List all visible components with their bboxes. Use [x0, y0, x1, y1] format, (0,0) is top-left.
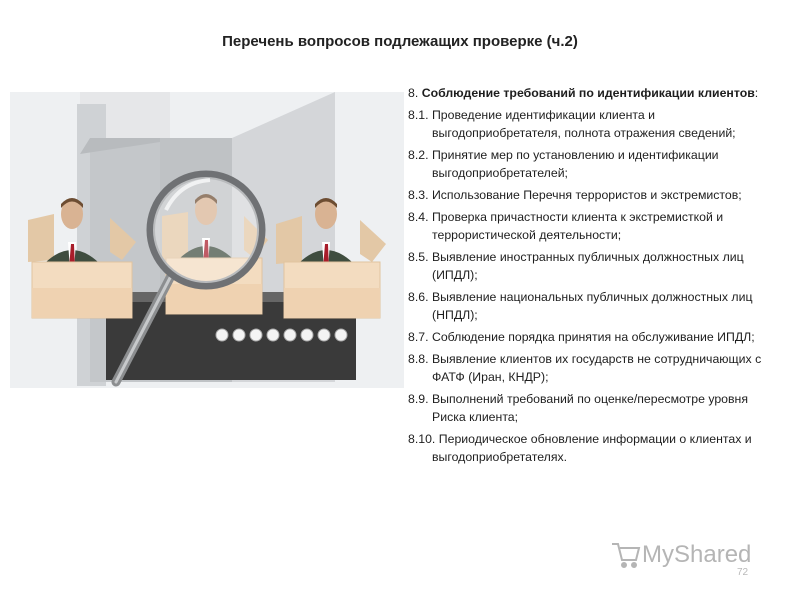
- item-number: 8.7.: [408, 330, 429, 344]
- list-item: [408, 146, 780, 182]
- list-item: [408, 186, 780, 204]
- list-item: [408, 350, 780, 386]
- cart-icon: [612, 544, 639, 567]
- list-item: [408, 288, 780, 324]
- item-text: Периодическое обновление информации о клиентах и выгодоприобретателях.: [432, 432, 752, 464]
- item-text: Соблюдение порядка принятия на обслуживание ИПДЛ;: [431, 330, 755, 344]
- item-text: Выявление иностранных публичных должностных лиц (ИПДЛ);: [431, 250, 744, 282]
- item-text: Выполнений требований по оценке/пересмотре уровня Риска клиента;: [431, 392, 748, 424]
- illustration: [10, 92, 404, 388]
- slide-title: Перечень вопросов подлежащих проверке (ч.2): [222, 33, 578, 50]
- list-item: [408, 328, 780, 346]
- watermark-text: MyShared: [642, 541, 752, 568]
- item-number: 8.2.: [408, 148, 429, 162]
- list-heading: [408, 84, 780, 102]
- item-number: 8.8.: [408, 352, 429, 366]
- list-item: [408, 390, 780, 426]
- item-number: 8.9.: [408, 392, 429, 406]
- item-text: Проверка причастности клиента к экстремисткой и террористической деятельности;: [431, 210, 724, 242]
- item-text: Проведение идентификации клиента и выгодоприобретателя, полнота отражения сведений;: [431, 108, 736, 140]
- list-item: [408, 248, 780, 284]
- item-number: 8.10.: [408, 432, 436, 446]
- item-text: Принятие мер по установлению и идентификации выгодоприобретателей;: [431, 148, 719, 180]
- list-item: [408, 208, 780, 244]
- item-text: Использование Перечня террористов и экстремистов;: [431, 188, 742, 202]
- item-number: 8.5.: [408, 250, 429, 264]
- list-item: [408, 430, 780, 466]
- heading-number: 8.: [408, 86, 419, 100]
- item-text: Выявление национальных публичных должностных лиц (НПДЛ);: [431, 290, 753, 322]
- item-number: 8.3.: [408, 188, 429, 202]
- page-number: 72: [737, 567, 749, 578]
- heading-colon: :: [754, 86, 759, 100]
- item-number: 8.1.: [408, 108, 429, 122]
- item-number: 8.6.: [408, 290, 429, 304]
- watermark-logo: [610, 536, 770, 570]
- item-number: 8.4.: [408, 210, 429, 224]
- heading-text: Соблюдение требований по идентификации клиентов: [421, 86, 755, 100]
- list-item: [408, 106, 780, 142]
- requirements-list: [408, 84, 780, 470]
- item-text: Выявление клиентов их государств не сотрудничающих с ФАТФ (Иран, КНДР);: [431, 352, 762, 384]
